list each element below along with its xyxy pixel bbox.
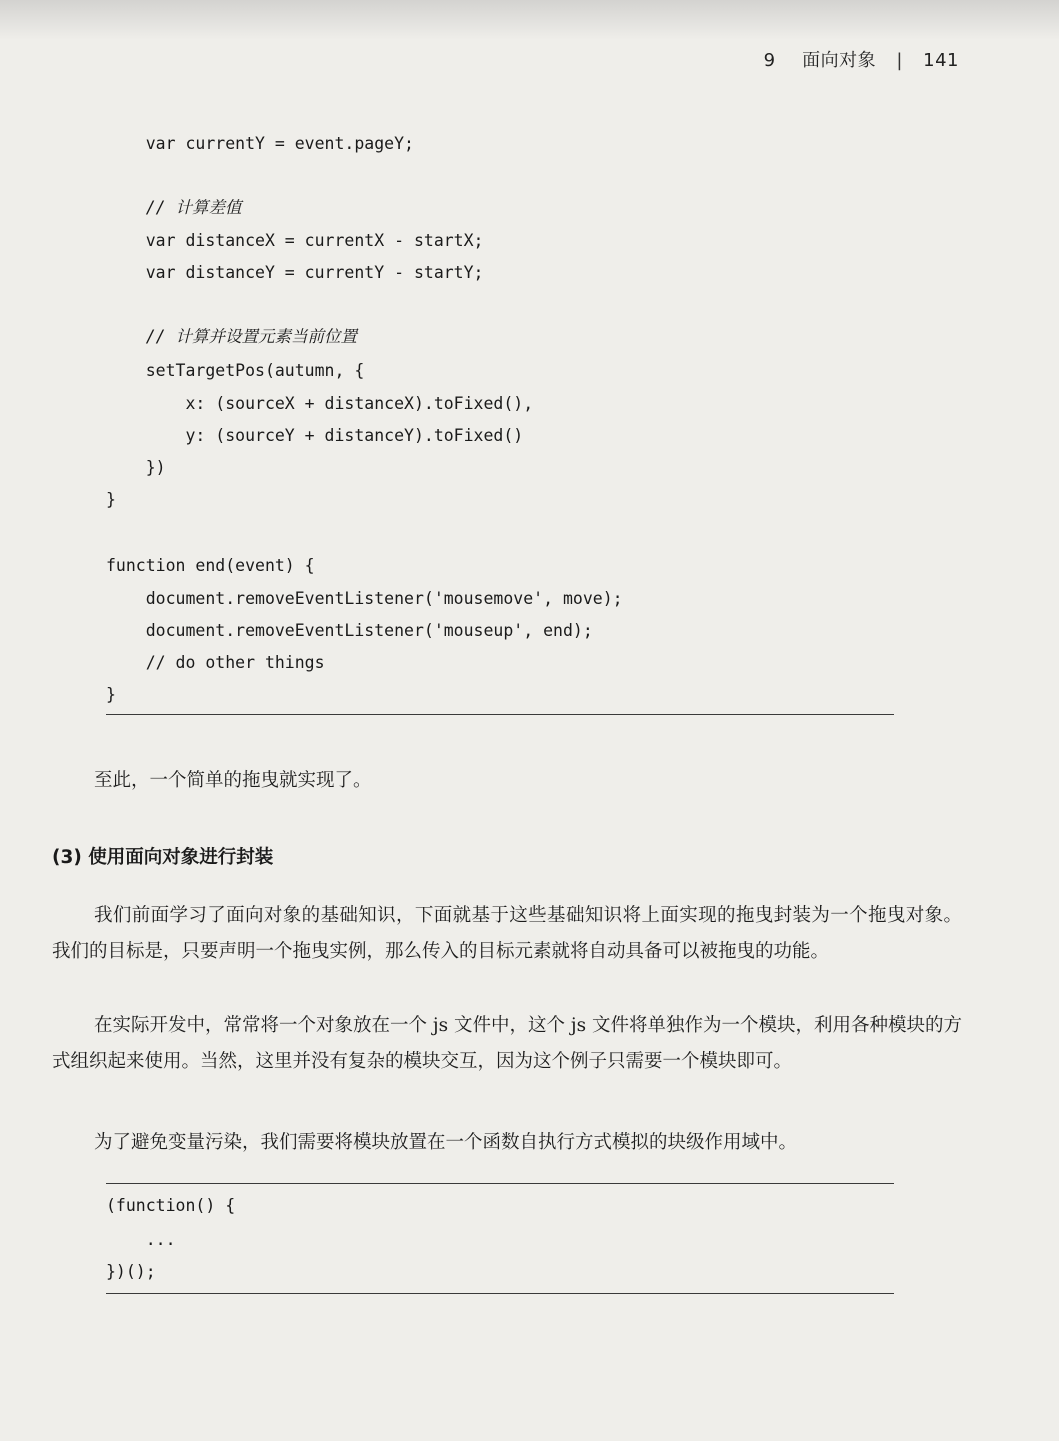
code-line: ...: [106, 1230, 176, 1249]
code-line: }): [106, 458, 166, 477]
running-header: [764, 46, 959, 72]
code-comment: // 计算差值: [106, 198, 242, 217]
code-block-top-rule: [106, 1183, 894, 1184]
code-line: document.removeEventListener('mouseup', end);: [106, 621, 593, 640]
paragraph-intro: 我们前面学习了面向对象的基础知识，下面就基于这些基础知识将上面实现的拖曳封装为一个拖曳对象。我们的目标是，只要声明一个拖曳实例，那么传入的目标元素就将自动具备可以被拖曳的功能。: [52, 905, 962, 962]
code-comment: // do other things: [106, 653, 325, 672]
code-comment: // 计算并设置元素当前位置: [106, 327, 358, 346]
page-top-shadow: [0, 0, 1059, 40]
code-line: function end(event) {: [106, 556, 315, 575]
code-line: }: [106, 490, 116, 509]
code-line: document.removeEventListener('mousemove', move);: [106, 589, 623, 608]
section-heading: (3) 使用面向对象进行封装: [52, 847, 274, 868]
chapter-title: 面向对象: [802, 50, 877, 71]
paragraph-drag-done: 至此，一个简单的拖曳就实现了。: [94, 770, 372, 791]
page-number: 141: [923, 50, 959, 71]
code-line: var distanceY = currentY - startY;: [106, 263, 484, 282]
header-separator: |: [896, 50, 903, 71]
code-line: (function() {: [106, 1196, 236, 1215]
paragraph-module: 在实际开发中，常常将一个对象放在一个 js 文件中，这个 js 文件将单独作为一个模块，利用各种模块的方式组织起来使用。当然，这里并没有复杂的模块交互，因为这个例子只需要一个模块即可。: [52, 1015, 962, 1072]
code-line: var distanceX = currentX - startX;: [106, 231, 484, 250]
code-line: setTargetPos(autumn, {: [106, 361, 365, 380]
code-line: })();: [106, 1262, 156, 1281]
code-block-bottom-rule: [106, 714, 894, 715]
code-line: x: (sourceX + distanceX).toFixed(),: [106, 394, 534, 413]
paragraph-scope: 为了避免变量污染，我们需要将模块放置在一个函数自执行方式模拟的块级作用域中。: [94, 1132, 798, 1153]
code-line: var currentY = event.pageY;: [106, 134, 414, 153]
code-block-bottom-rule-2: [106, 1293, 894, 1294]
code-line: y: (sourceY + distanceY).toFixed(): [106, 426, 524, 445]
code-line: }: [106, 685, 116, 704]
chapter-number: 9: [763, 50, 776, 71]
